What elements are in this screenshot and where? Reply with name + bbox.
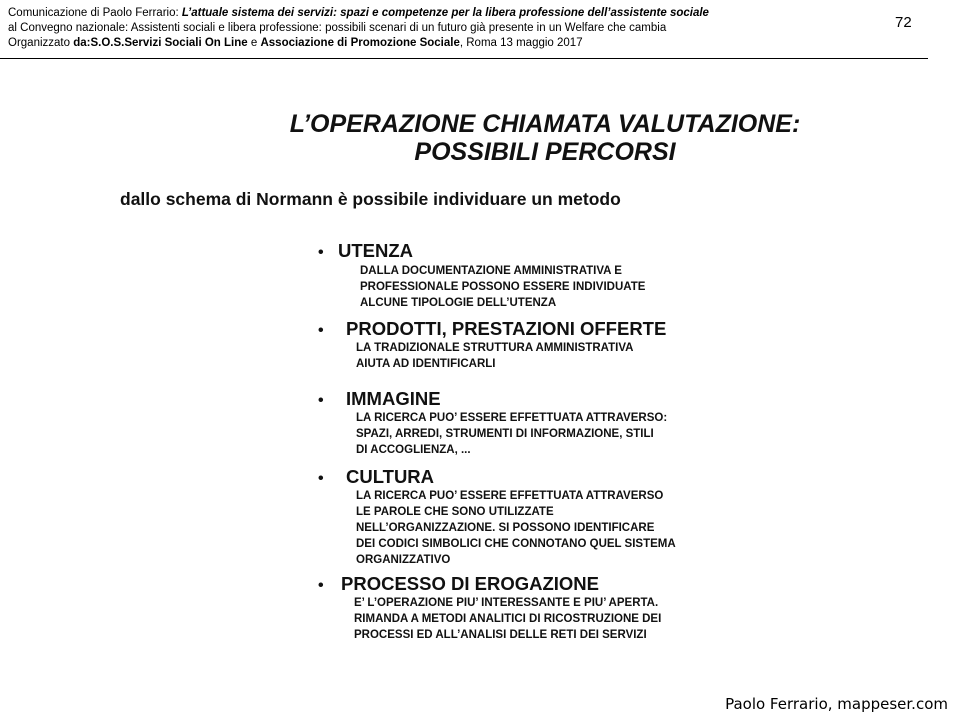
slide-title [180,110,910,166]
footer-credit: Paolo Ferrario, mappeser.com [725,695,948,713]
slide-title-line-2: POSSIBILI PERCORSI [414,138,676,166]
header-divider [0,58,928,59]
section-immagine [318,388,667,458]
header-organizer-2: Associazione di Promozione Sociale [260,37,460,49]
section-prodotti [318,318,666,372]
section-description [356,410,667,458]
bullet-icon: • [318,577,324,594]
description-line: NELL’ORGANIZZAZIONE. SI POSSONO IDENTIFICARE [356,522,655,534]
bullet-icon: • [318,244,324,261]
description-line: ORGANIZZATIVO [356,554,451,566]
header-organizer-1: da:S.O.S.Servizi Sociali On Line [73,37,248,49]
section-description [360,263,645,311]
header-line-3-mid: e [247,37,261,49]
section-description [356,488,676,568]
header-line-1 [8,6,838,21]
section-processo [318,573,661,643]
description-line: PROCESSI ED ALL’ANALISI DELLE RETI DEI SERVIZI [354,629,647,641]
bullet-icon: • [318,470,324,487]
description-line: LA TRADIZIONALE STRUTTURA AMMINISTRATIVA [356,342,634,354]
section-description [354,595,661,643]
section-heading-row [318,466,676,488]
bullet-icon: • [318,392,324,409]
description-line: E’ L’OPERAZIONE PIU’ INTERESSANTE E PIU’ APERTA. [354,597,659,609]
header-line-1-prefix: Comunicazione di Paolo Ferrario: [8,7,182,19]
section-heading: IMMAGINE [346,388,441,409]
section-heading: UTENZA [338,240,414,261]
header-line-3 [8,36,838,51]
section-heading: PRODOTTI, PRESTAZIONI OFFERTE [346,318,667,339]
description-line: AIUTA AD IDENTIFICARLI [356,358,496,370]
description-line: RIMANDA A METODI ANALITICI DI RICOSTRUZIONE DEI [354,613,662,625]
section-heading-row [318,318,666,340]
description-line: DI ACCOGLIENZA, ... [356,444,471,456]
header-line-3-prefix: Organizzato [8,37,74,49]
section-heading: PROCESSO DI EROGAZIONE [341,573,600,594]
description-line: PROFESSIONALE POSSONO ESSERE INDIVIDUATE [360,281,646,293]
header-talk-title: L’attuale sistema dei servizi: spazi e competenze per la libera professione dell’assistente sociale [181,7,709,19]
header-line-2: al Convegno nazionale: Assistenti sociali e libera professione: possibili scenari di un futuro già presente in un Welfare che cambia [8,22,667,34]
description-line: DEI CODICI SIMBOLICI CHE CONNOTANO QUEL SISTEMA [356,538,676,550]
section-heading-row [318,240,645,262]
description-line: DALLA DOCUMENTAZIONE AMMINISTRATIVA E [360,265,622,277]
description-line: LA RICERCA PUO’ ESSERE EFFETTUATA ATTRAVERSO [356,490,664,502]
header-line-3-suffix: , Roma 13 maggio 2017 [459,37,583,49]
section-cultura [318,466,676,568]
description-line: LA RICERCA PUO’ ESSERE EFFETTUATA ATTRAVERSO: [356,412,668,424]
section-heading-row [318,388,667,410]
description-line: SPAZI, ARREDI, STRUMENTI DI INFORMAZIONE, STILI [356,428,654,440]
description-line: ALCUNE TIPOLOGIE DELL’UTENZA [360,297,557,309]
section-heading-row [318,573,661,595]
description-line: LE PAROLE CHE SONO UTILIZZATE [356,506,554,518]
section-utenza [318,240,645,311]
section-description [356,340,666,372]
page-number: 72 [895,14,912,31]
bullet-icon: • [318,322,324,339]
slide-title-line-1: L’OPERAZIONE CHIAMATA VALUTAZIONE: [289,110,801,138]
document-header [8,6,838,51]
slide-subtitle: dallo schema di Normann è possibile individuare un metodo [120,189,621,209]
section-heading: CULTURA [346,466,435,487]
